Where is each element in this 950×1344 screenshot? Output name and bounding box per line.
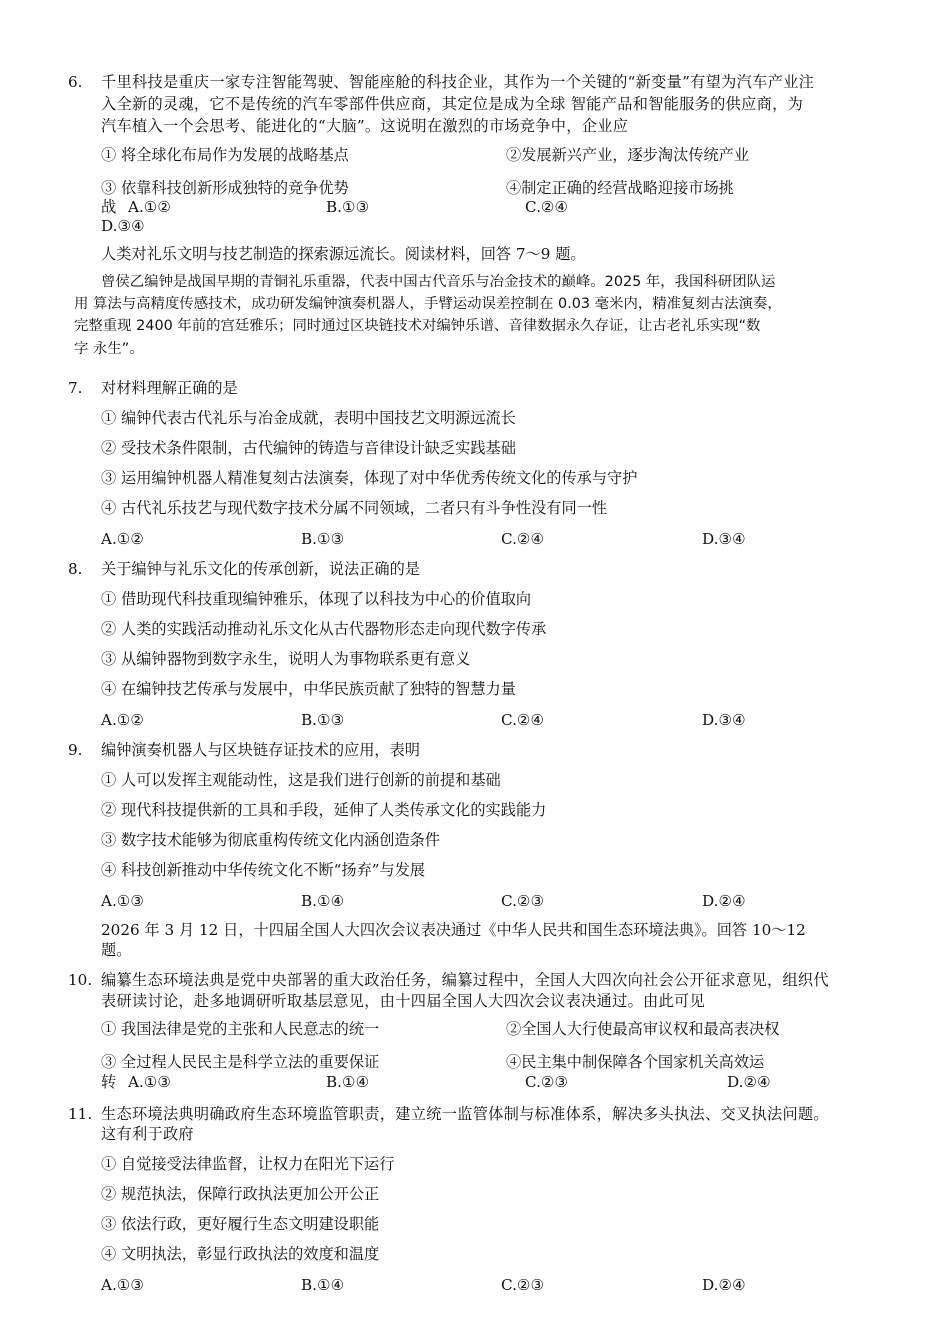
q11-choice-d: D.②④ [702,1276,746,1294]
material-line3: 完整重现 2400 年前的宫廷雅乐；同时通过区块链技术对编钟乐谱、音律数据永久存证，让古老礼乐实现“数 [74,318,761,334]
q11-choice-b: B.①④ [301,1276,345,1294]
q6-option-2: ②发展新兴产业，逐步淘汰传统产业 [506,146,749,164]
q8-option-4: ④ 在编钟技艺传承与发展中，中华民族贡献了独特的智慧力量 [101,680,516,698]
q7-option-2: ② 受技术条件限制，古代编钟的铸造与音律设计缺乏实践基础 [101,439,516,457]
q8-number: 8. [68,560,83,578]
q8-choice-a: A.①② [101,711,145,729]
q10-choice-c: C.②③ [525,1073,569,1091]
q6-option-4-cont: 战 [101,198,117,216]
q6-option-1: ① 将全球化布局作为发展的战略基点 [101,146,349,164]
q6-stem-line1: 千里科技是重庆一家专注智能驾驶、智能座舱的科技企业，其作为一个关键的“新变量”有望为汽车产业注 [101,73,815,91]
q6-stem-line3: 汽车植入一个会思考、能进化的“大脑”。这说明在激烈的市场竞争中，企业应 [101,117,629,135]
q10-choice-a: A.①③ [128,1073,172,1091]
q9-choice-a: A.①③ [101,892,145,910]
q7-stem: 对材料理解正确的是 [101,379,238,397]
intro-10-12-line2: 题。 [101,941,132,959]
q11-option-3: ③ 依法行政，更好履行生态文明建设职能 [101,1215,380,1233]
q6-number: 6. [68,73,83,91]
q7-number: 7. [68,379,83,397]
q8-choice-b: B.①③ [301,711,345,729]
q6-choice-d: D.③④ [101,217,145,235]
q6-choice-b: B.①③ [326,198,370,216]
q6-choice-c: C.②④ [525,198,569,216]
material-line2: 用 算法与高精度传感技术，成功研发编钟演奏机器人，手臂运动误差控制在 0.03 毫米内，精准复刻古法演奏， [74,296,782,312]
q10-option-4: ④民主集中制保障各个国家机关高效运 [506,1053,765,1071]
q8-option-3: ③ 从编钟器物到数字永生，说明人为事物联系更有意义 [101,650,471,668]
q8-option-2: ② 人类的实践活动推动礼乐文化从古代器物形态走向现代数字传承 [101,620,547,638]
q6-option-4: ④制定正确的经营战略迎接市场挑 [506,179,734,197]
q10-stem-line2: 表研读讨论，赴多地调研听取基层意见，由十四届全国人大四次会议表决通过。由此可见 [101,992,706,1010]
q10-option-2: ②全国人大行使最高审议权和最高表决权 [506,1020,780,1038]
q7-choice-b: B.①③ [301,530,345,548]
q10-option-4-cont: 转 [101,1073,117,1091]
q11-option-4: ④ 文明执法，彰显行政执法的效度和温度 [101,1245,380,1263]
q6-option-3: ③ 依靠科技创新形成独特的竞争优势 [101,179,349,197]
material-line4: 字 永生”。 [74,341,144,357]
q10-choice-d: D.②④ [727,1073,771,1091]
q10-stem-line1: 编纂生态环境法典是党中央部署的重大政治任务，编纂过程中，全国人大四次向社会公开征求意见，组织代 [101,971,829,989]
q11-option-2: ② 规范执法，保障行政执法更加公开公正 [101,1185,380,1203]
q10-choice-b: B.①④ [326,1073,370,1091]
q8-stem: 关于编钟与礼乐文化的传承创新，说法正确的是 [101,560,420,578]
q8-choice-d: D.③④ [702,711,746,729]
q11-choice-a: A.①③ [101,1276,145,1294]
intro-7-9: 人类对礼乐文明与技艺制造的探索源远流长。阅读材料，回答 7～9 题。 [101,245,586,263]
q9-number: 9. [68,741,83,759]
q7-choice-a: A.①② [101,530,145,548]
q7-option-4: ④ 古代礼乐技艺与现代数字技术分属不同领域，二者只有斗争性没有同一性 [101,499,608,517]
intro-10-12-line1: 2026 年 3 月 12 日，十四届全国人大四次会议表决通过《中华人民共和国生态环境法典》。回答 10～12 [101,921,806,939]
q9-choice-c: C.②③ [501,892,545,910]
q9-option-2: ② 现代科技提供新的工具和手段，延伸了人类传承文化的实践能力 [101,801,547,819]
q9-choice-d: D.②④ [702,892,746,910]
q8-choice-c: C.②④ [501,711,545,729]
q11-option-1: ① 自觉接受法律监督，让权力在阳光下运行 [101,1155,395,1173]
q7-option-3: ③ 运用编钟机器人精准复刻古法演奏，体现了对中华优秀传统文化的传承与守护 [101,469,638,487]
q11-number: 11. [68,1105,93,1123]
q10-option-3: ③ 全过程人民民主是科学立法的重要保证 [101,1053,380,1071]
q11-stem-line2: 这有利于政府 [101,1125,194,1143]
q10-number: 10. [68,971,93,989]
q9-stem: 编钟演奏机器人与区块链存证技术的应用，表明 [101,741,420,759]
q7-choice-c: C.②④ [501,530,545,548]
q6-stem-line2: 入全新的灵魂，它不是传统的汽车零部件供应商，其定位是成为全球 智能产品和智能服务的供应商，为 [101,95,804,113]
q11-stem-line1: 生态环境法典明确政府生态环境监管职责，建立统一监管体制与标准体系，解决多头执法、交叉执法问题。 [101,1105,829,1123]
q7-option-1: ① 编钟代表古代礼乐与冶金成就，表明中国技艺文明源远流长 [101,409,516,427]
q9-choice-b: B.①④ [301,892,345,910]
material-line1: 曾侯乙编钟是战国早期的青铜礼乐重器，代表中国古代音乐与冶金技术的巅峰。2025 年，我国科研团队运 [101,274,776,290]
q10-option-1: ① 我国法律是党的主张和人民意志的统一 [101,1020,380,1038]
q8-option-1: ① 借助现代科技重现编钟雅乐，体现了以科技为中心的价值取向 [101,590,532,608]
q7-choice-d: D.③④ [702,530,746,548]
q11-choice-c: C.②③ [501,1276,545,1294]
q9-option-4: ④ 科技创新推动中华传统文化不断“扬弃”与发展 [101,861,426,879]
q9-option-3: ③ 数字技术能够为彻底重构传统文化内涵创造条件 [101,831,440,849]
q9-option-1: ① 人可以发挥主观能动性，这是我们进行创新的前提和基础 [101,771,501,789]
q6-choice-a: A.①② [128,198,172,216]
